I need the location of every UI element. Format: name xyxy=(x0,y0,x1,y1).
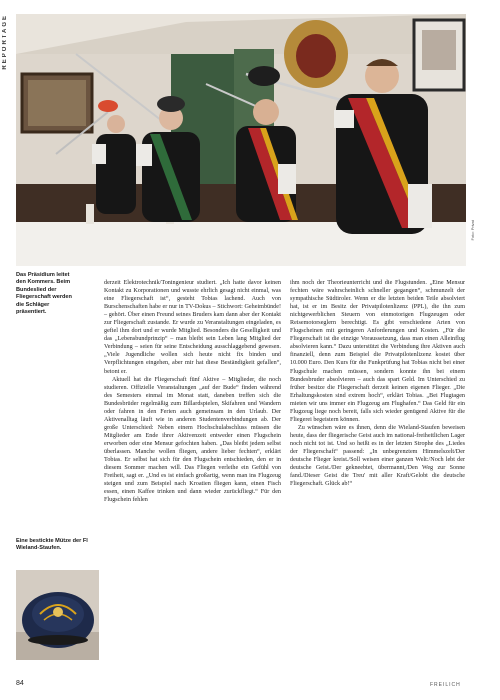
article-paragraph: Aktuell hat die Fliegerschaft fünf Aktive – Mitglieder, die noch studieren. Offizielle Veranstaltungen „auf der Bude“ finden während des Semesters einmal im Monat statt, daneben treffen sich die Bundesbrüder regelmäßig zum Billardspielen, Skifahren und Wandern oder fahren in den Ferien auch gemeinsam in den Urlaub. Der Aktivenalltag läuft wie in anderen Studentenverbindungen ab. Der große Unterschied: Neben einem Hochschulabschluss müssen die Mitglieder am Ende ihrer Aktivenzeit entweder einen Flugschein erworben oder eine Mensur gefochten haben. „Das bleibt jedem selbst überlassen. Manche wollen fliegen, andere lieber fechten“, erklärt Tobias. Er selbst hat sich für den Flugschein entschieden, den er in diesem Sommer machen will. Das Fliegen verleihe ein Gefühl von Freiheit, sagt er. „Und es ist einfach großartig, wenn man ins Flugzeug steigen und zum Beispiel nach Kroatien fliegen kann, einen Fisch essen, einen Kaffee trinken und dann wieder zurückfliegt.“ Für den Flugschein fehlen xyxy=(104,376,281,504)
photo-caption: Das Präsidium leitet den Kommers. Beim Bundeslied der Fliegerschaft werden die Schläger präsentiert. xyxy=(16,272,72,316)
page-number: 84 xyxy=(16,680,24,687)
embroidered-cap-illustration xyxy=(16,570,99,660)
hero-illustration xyxy=(16,14,466,266)
photo-credit: Foto: Privat xyxy=(470,220,475,241)
article-paragraph: Zu wünschen wäre es ihnen, denn die Wieland-Staufen beweisen heute, dass der fliegerische Geist auch im national-freiheitlichen Lager noch nicht tot ist. Und so heißt es in der letzten Strophe des „Liedes der Fliegerschaft“ passend: „In unbegrenztem Himmelszelt/Der deutsche Flieger kreist./Soll weisen einer ganzen Welt:/Noch lebt der deutsche Geist./Der gekneebtet, übermannt,/Den Weg zur Sonne fand./Dieser Geist die Treu' mit aller Kraft/Gelobt die deutsche Fliegerschaft. Glück ab!“ xyxy=(290,424,465,488)
cap-photo xyxy=(16,570,99,660)
article-paragraph: derzeit Elektrotechnik/Toningenieur studiert. „Ich hatte davor keinen Kontakt zu Korporationen und wusste ehrlich gesagt nicht einmal, was eine Fliegerschaft ist“, gesteht Tobias lachend. Auch von Burschenschaften habe er nur in TV-Dokus – Stichwort: Geheimbünde! – gehört. Über einen Freund seines Bruders kam dann aber der Kontakt zur Fliegerschaft zustande. Er wurde zu Veranstaltungen eingeladen, es gefiel ihm dort und er wurde Mitglied. Besonders die Geselligkeit und das „Lebensbundprinzip“ – man bleibt sein Leben lang Mitglied der Verbindung – seien für seine Entscheidung ausschlaggebend gewesen. „Viele Jugendliche wollen sich heute nicht fix binden und Verpflichtungen eingehen, aber mir hat diese Beständigkeit gefallen“, betont er. xyxy=(104,280,281,375)
article-column-2 xyxy=(290,279,465,488)
section-label: REPORTAGE xyxy=(2,14,8,70)
magazine-name: FREILICH xyxy=(430,682,461,688)
thumbnail-caption: Eine bestickte Mütze der Fl Wieland-Staufen. xyxy=(16,538,88,552)
article-column-1 xyxy=(104,279,281,504)
article-paragraph: ihm noch der Theorieunterricht und die Flugstunden. „Eine Mensur fechten wäre wahrscheinlich schneller gegangen“, schmunzelt der sympathische Südtiroler. Wenn er die letzten beiden Teile absolviert hat, ist er im Besitz der Privatpilotenlizenz (PPL), die ihn zum nichtgewerblichen Steuern von einmotorigen Flugzeugen oder Reisemotorseglern berechtigt. Es gibt verschiedene Arten von Flugscheinen mit geringeren Anforderungen und Kosten. „Für die Fliegerschaft ist die einzige Voraussetzung, dass man einen Alleinflug absolvieren kann.“ Dazu unterstützt die Verbindung ihre Aktiven auch finanziell, denn zum Beispiel die Privatpilotenlizenz kostet über 10.000 Euro. Den Kurs für die Funkprüfung hat Tobias nicht bei einer Flugschule machen müssen, sondern konnte ihn bei einem Bundesbruder absolvieren – auch das spart Geld. Im Unterschied zu früher besitze die Fliegerschaft derzeit keinen eigenen Flieger. „Die Erhaltungskosten sind extrem hoch“, erklärt Tobias. „Bei Flugtagen mieten wir uns immer ein Flugzeug am Flughafen.“ Das Geld für ein Flugzeug liege noch bereit, falls sich wieder genügend Aktive für die Fliegerei begeistern können. xyxy=(290,280,465,423)
hero-photo xyxy=(16,14,466,266)
